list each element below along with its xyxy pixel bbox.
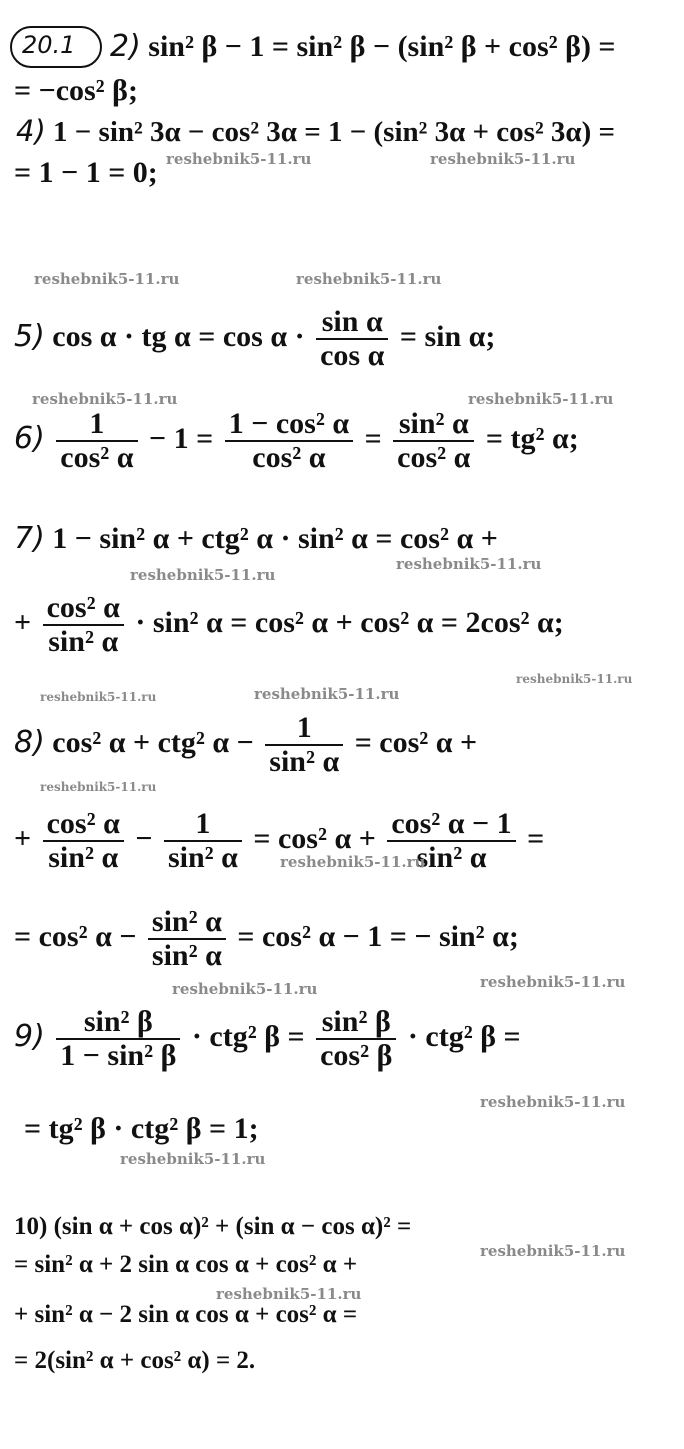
item-8-f2-den: sin² α <box>48 841 119 874</box>
item-10-line-2: = sin² α + 2 sin α cos α + cos² α + <box>14 1251 358 1278</box>
watermark: reshebnik5-11.ru <box>34 270 180 288</box>
watermark: reshebnik5-11.ru <box>480 973 626 991</box>
item-6-fraction-2 <box>225 408 353 474</box>
item-8-line-3 <box>14 906 519 972</box>
item-8-fraction-3 <box>164 808 242 874</box>
item-6-f1-den: cos² α <box>60 441 134 474</box>
item-8-f4-num: cos² α − 1 <box>387 808 515 842</box>
watermark: reshebnik5-11.ru <box>120 1150 266 1168</box>
item-8-f1-den: sin² α <box>269 745 340 778</box>
item-2-label: 2) <box>110 29 141 64</box>
watermark: reshebnik5-11.ru <box>480 1093 626 1111</box>
item-5-numerator: sin α <box>316 306 388 340</box>
item-8-f4-den: sin² α <box>416 841 487 874</box>
item-6-f3-num: sin² α <box>393 408 474 442</box>
item-5-label: 5) <box>14 318 45 354</box>
item-4-equation: 1 − sin² 3α − cos² 3α = 1 − (sin² 3α + cos² 3α) = <box>53 116 616 148</box>
item-8-label: 8) <box>14 724 45 760</box>
item-7-rhs: · sin² α = cos² α + cos² α = 2cos² α; <box>135 605 564 639</box>
item-7-line-2 <box>14 592 564 658</box>
item-8-r1: = cos² α + <box>354 725 478 759</box>
item-8-f1-num: 1 <box>265 712 343 746</box>
watermark: reshebnik5-11.ru <box>130 566 276 584</box>
item-9-f2-num: sin² β <box>316 1006 396 1040</box>
item-9-line-2: = tg² β · ctg² β = 1; <box>24 1112 259 1145</box>
item-9-m1: · ctg² β = <box>191 1019 305 1053</box>
watermark: reshebnik5-11.ru <box>430 150 576 168</box>
item-9-f1-den: 1 − sin² β <box>60 1039 177 1072</box>
item-9-fraction-1 <box>56 1006 180 1072</box>
item-9-label: 9) <box>14 1018 45 1054</box>
item-6-f2-den: cos² α <box>252 441 326 474</box>
item-5-lhs: cos α · tg α = cos α · <box>52 319 305 353</box>
item-8-fraction-1 <box>265 712 343 778</box>
item-5-rhs: = sin α; <box>399 319 496 353</box>
item-2-line-1 <box>110 30 616 64</box>
watermark: reshebnik5-11.ru <box>396 555 542 573</box>
item-8-f5-num: sin² α <box>148 906 226 940</box>
item-5-denominator: cos α <box>320 339 385 372</box>
item-2-line-2: = −cos² β; <box>14 74 138 107</box>
watermark: reshebnik5-11.ru <box>166 150 312 168</box>
item-9-line-1 <box>14 1006 521 1072</box>
item-6-label: 6) <box>14 420 45 456</box>
item-9-f2-den: cos² β <box>320 1039 393 1072</box>
item-10-line-1: 10) (sin α + cos α)² + (sin α − cos α)² = <box>14 1213 412 1240</box>
watermark: reshebnik5-11.ru <box>40 690 157 704</box>
item-8-fraction-5 <box>148 906 226 972</box>
watermark: reshebnik5-11.ru <box>516 672 633 686</box>
item-9-f1-num: sin² β <box>56 1006 180 1040</box>
watermark: reshebnik5-11.ru <box>480 1242 626 1260</box>
item-8-r2: = cos² α + <box>253 821 376 855</box>
item-7-label: 7) <box>14 521 45 556</box>
item-4-line-1 <box>16 114 615 149</box>
problem-number: 20.1 <box>22 31 76 59</box>
watermark: reshebnik5-11.ru <box>280 853 426 871</box>
item-9-m2: · ctg² β = <box>407 1019 521 1053</box>
item-5-fraction <box>316 306 388 372</box>
item-6 <box>14 408 579 474</box>
item-6-mid: − 1 = <box>149 421 214 455</box>
item-5 <box>14 306 495 372</box>
item-10-line-4: = 2(sin² α + cos² α) = 2. <box>14 1347 256 1374</box>
item-8-line-1 <box>14 712 477 778</box>
item-4-label: 4) <box>16 114 46 148</box>
item-9-fraction-2 <box>316 1006 396 1072</box>
watermark: reshebnik5-11.ru <box>32 390 178 408</box>
item-10-line-3: + sin² α − 2 sin α cos α + cos² α = <box>14 1301 358 1328</box>
item-7-equation: 1 − sin² α + ctg² α · sin² α = cos² α + <box>52 522 498 555</box>
watermark: reshebnik5-11.ru <box>216 1285 362 1303</box>
item-6-rhs: = tg² α; <box>485 421 579 455</box>
item-6-f2-num: 1 − cos² α <box>225 408 353 442</box>
item-7-line-1 <box>14 522 498 556</box>
item-8-lhs: cos² α + ctg² α − <box>52 725 254 759</box>
item-8-f2-num: cos² α <box>43 808 124 842</box>
item-8-plus: + <box>14 821 32 855</box>
watermark: reshebnik5-11.ru <box>254 685 400 703</box>
item-7-fraction <box>43 592 124 658</box>
item-6-fraction-1 <box>56 408 137 474</box>
item-8-minus: − <box>135 821 153 855</box>
item-8-l3a: = cos² α − <box>14 919 137 953</box>
item-8-eq: = <box>527 821 545 855</box>
item-7-den: sin² α <box>48 625 119 658</box>
item-8-f5-den: sin² α <box>151 939 222 972</box>
item-7-num: cos² α <box>43 592 124 626</box>
item-6-f3-den: cos² α <box>397 441 471 474</box>
item-8-f3-num: 1 <box>164 808 242 842</box>
item-8-fraction-2 <box>43 808 124 874</box>
item-8-l3b: = cos² α − 1 = − sin² α; <box>237 919 519 953</box>
item-8-f3-den: sin² α <box>167 841 238 874</box>
item-7-plus: + <box>14 605 32 639</box>
item-6-fraction-3 <box>393 408 474 474</box>
watermark: reshebnik5-11.ru <box>468 390 614 408</box>
item-6-f1-num: 1 <box>56 408 137 442</box>
item-6-eq: = <box>364 421 382 455</box>
watermark: reshebnik5-11.ru <box>40 780 157 794</box>
item-2-equation: sin² β − 1 = sin² β − (sin² β + cos² β) = <box>148 30 616 63</box>
item-4-line-2: = 1 − 1 = 0; <box>14 156 158 189</box>
watermark: reshebnik5-11.ru <box>296 270 442 288</box>
watermark: reshebnik5-11.ru <box>172 980 318 998</box>
